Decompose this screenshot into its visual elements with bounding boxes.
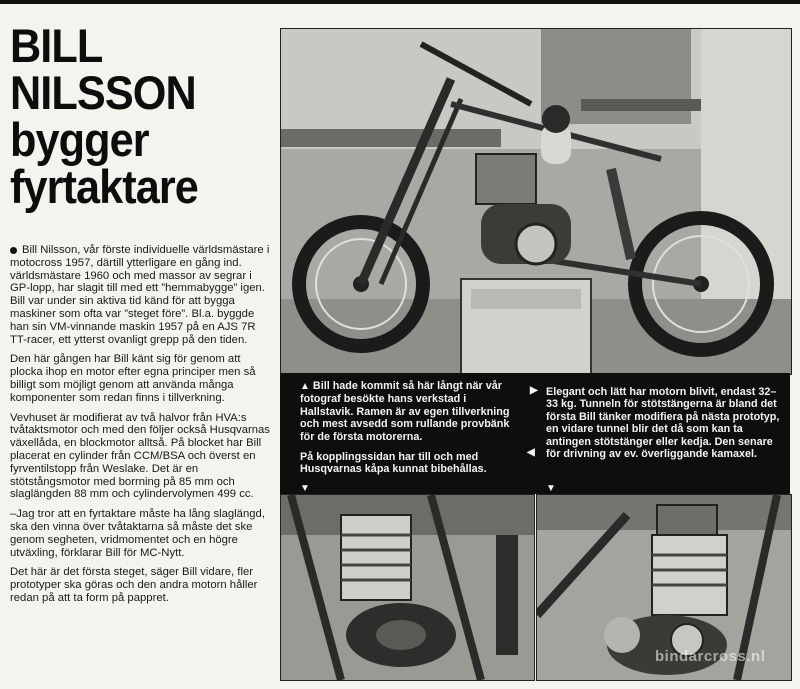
arrow-down-right-icon: ▼: [546, 483, 556, 494]
arrow-up-icon: ▲: [300, 381, 310, 392]
watermark-text: bindarcross.nl: [655, 648, 766, 665]
arrow-left-icon: ◀: [527, 447, 535, 458]
paragraph-5: Det här är det första steget, säger Bill vidare, fler prototyper ska göras och den andra motorn håller redan på att ta form på pappret.: [10, 566, 258, 604]
caption-engine-weight: Elegant och lätt har motorn blivit, endast 32–33 kg. Tunneln för stötstängerna är bland det första Bill tänker modifiera på nästa prototyp, en vidare tunnel blir det då som kan ta antingen stötstänger eller kedja. Den senare för drivning av ev. överliggande kamaxel.: [546, 386, 780, 461]
headline-line-3: bygger: [10, 113, 149, 166]
caption-main-photo: ▲ Bill hade kommit så här långt när vår fotograf besökte hans verkstad i Hallstavik. Ramen är av egen tillverkning och mest avsedd som rullande provbänk för de första motorerna.: [300, 380, 510, 443]
engine-photo-clutch-side: [280, 494, 535, 681]
paragraph-4: –Jag tror att en fyrtaktare måste ha lång slaglängd, ska den vinna över tvåtaktarna så måste det ske genom segheten, vridmomentet och en högre utväxling, förklarar Bill för MC-Nytt.: [10, 508, 265, 559]
main-photo-motorcycle: [280, 28, 792, 375]
caption-band: [280, 373, 790, 494]
article-body: [10, 244, 272, 612]
top-rule: [0, 0, 800, 4]
caption-right: [546, 386, 782, 468]
motorcycle-illustration: [281, 29, 791, 374]
headline-line-4: fyrtaktare: [10, 160, 198, 213]
caption-left: [300, 380, 522, 484]
headline-line-2: NILSSON: [10, 66, 196, 119]
article-headline: [10, 19, 249, 213]
arrow-right-icon: ▶: [530, 385, 538, 396]
paragraph-3: Vevhuset är modifierat av två halvor från HVA:s tvåtaktsmotor och med den följer också Husqvarnas växellåda, en blockmotor alltså. På blocket har Bill placerat en cylinder från CCM/BSA och överst en fyrventilstopp från Weslake. Det är en stötstångsmotor med borrning på 85 mm och slaglängden 88 mm och cylindervolymen 499 cc.: [10, 411, 270, 501]
caption-clutch-side: På kopplingssidan har till och med Husqvarnas kåpa kunnat bibehållas.: [300, 451, 487, 476]
engine-clutch-illustration: [281, 495, 534, 680]
arrow-down-left-icon: ▼: [300, 483, 310, 494]
bullet-dot: [10, 247, 17, 254]
paragraph-2: Den här gången har Bill känt sig för genom att plocka ihop en motor efter egna principer men så billigt som möjligt genom att använda många komponenter som redan finns i tillverkning.: [10, 353, 256, 404]
paragraph-1: Bill Nilsson, vår förste individuelle världsmästare i motocross 1957, därtill ytterligare en gång ind. världsmästare 1960 och med massor av segrar i GP-lopp, har slagit till med ett ”hemmabygge” igen. Bill var under sin aktiva tid känd för att bygga maskiner som ofta var ”steget före”. Bl.a. byggde han sin VM-vinnande maskin 1957 på en AJS 7R TT-racer, ett ytterst ovanligt grepp på den tiden.: [10, 244, 270, 346]
headline-line-1: BILL: [10, 19, 103, 72]
